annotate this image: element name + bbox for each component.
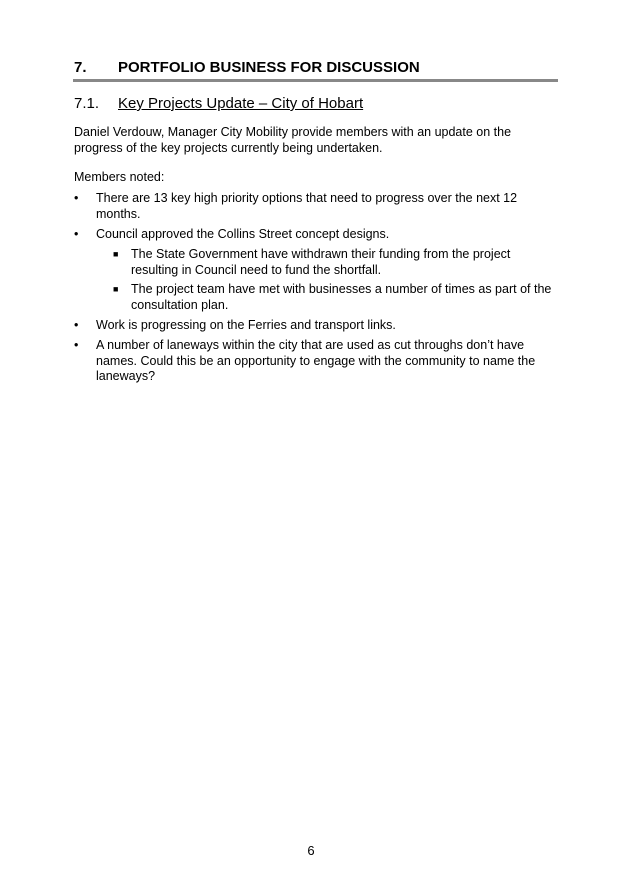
subsection-heading bbox=[74, 95, 363, 113]
bullet-marker: • bbox=[74, 338, 79, 352]
list-item-text: A number of laneways within the city that are used as cut throughs don’t have names. Could this be an opportunity to engage with the community to name the laneways? bbox=[96, 338, 536, 383]
page-number: 6 bbox=[307, 843, 315, 858]
list-item-text: Council approved the Collins Street concept designs. bbox=[96, 227, 390, 241]
subsection-title: Key Projects Update – City of Hobart bbox=[118, 95, 364, 112]
list-item-text: There are 13 key high priority options that need to progress over the next 12 months. bbox=[96, 191, 518, 221]
square-bullet-marker: ■ bbox=[113, 249, 119, 259]
bullet-marker: • bbox=[74, 191, 79, 205]
section-heading bbox=[74, 59, 558, 77]
bullet-marker: • bbox=[74, 227, 79, 241]
bullet-marker: • bbox=[74, 318, 79, 332]
sub-list-item-text: The project team have met with businesses a number of times as part of the consultation plan. bbox=[131, 282, 552, 312]
sub-list-item bbox=[113, 282, 558, 313]
subsection-number: 7.1. bbox=[74, 95, 100, 112]
sub-list-item-text: The State Government have withdrawn their funding from the project resulting in Council need to fund the shortfall. bbox=[131, 247, 511, 277]
list-item bbox=[74, 338, 558, 385]
list-item bbox=[74, 227, 558, 243]
square-bullet-marker: ■ bbox=[113, 284, 119, 294]
heading-rule bbox=[73, 79, 558, 82]
list-item-text: Work is progressing on the Ferries and transport links. bbox=[96, 318, 396, 332]
section-title: PORTFOLIO BUSINESS FOR DISCUSSION bbox=[118, 59, 420, 76]
members-noted-label: Members noted: bbox=[74, 170, 165, 184]
section-number: 7. bbox=[74, 59, 87, 76]
list-item bbox=[74, 191, 558, 222]
list-item bbox=[74, 318, 558, 334]
sub-list-item bbox=[113, 247, 558, 278]
intro-paragraph: Daniel Verdouw, Manager City Mobility provide members with an update on the progress of the key projects currently being undertaken. bbox=[74, 125, 512, 155]
